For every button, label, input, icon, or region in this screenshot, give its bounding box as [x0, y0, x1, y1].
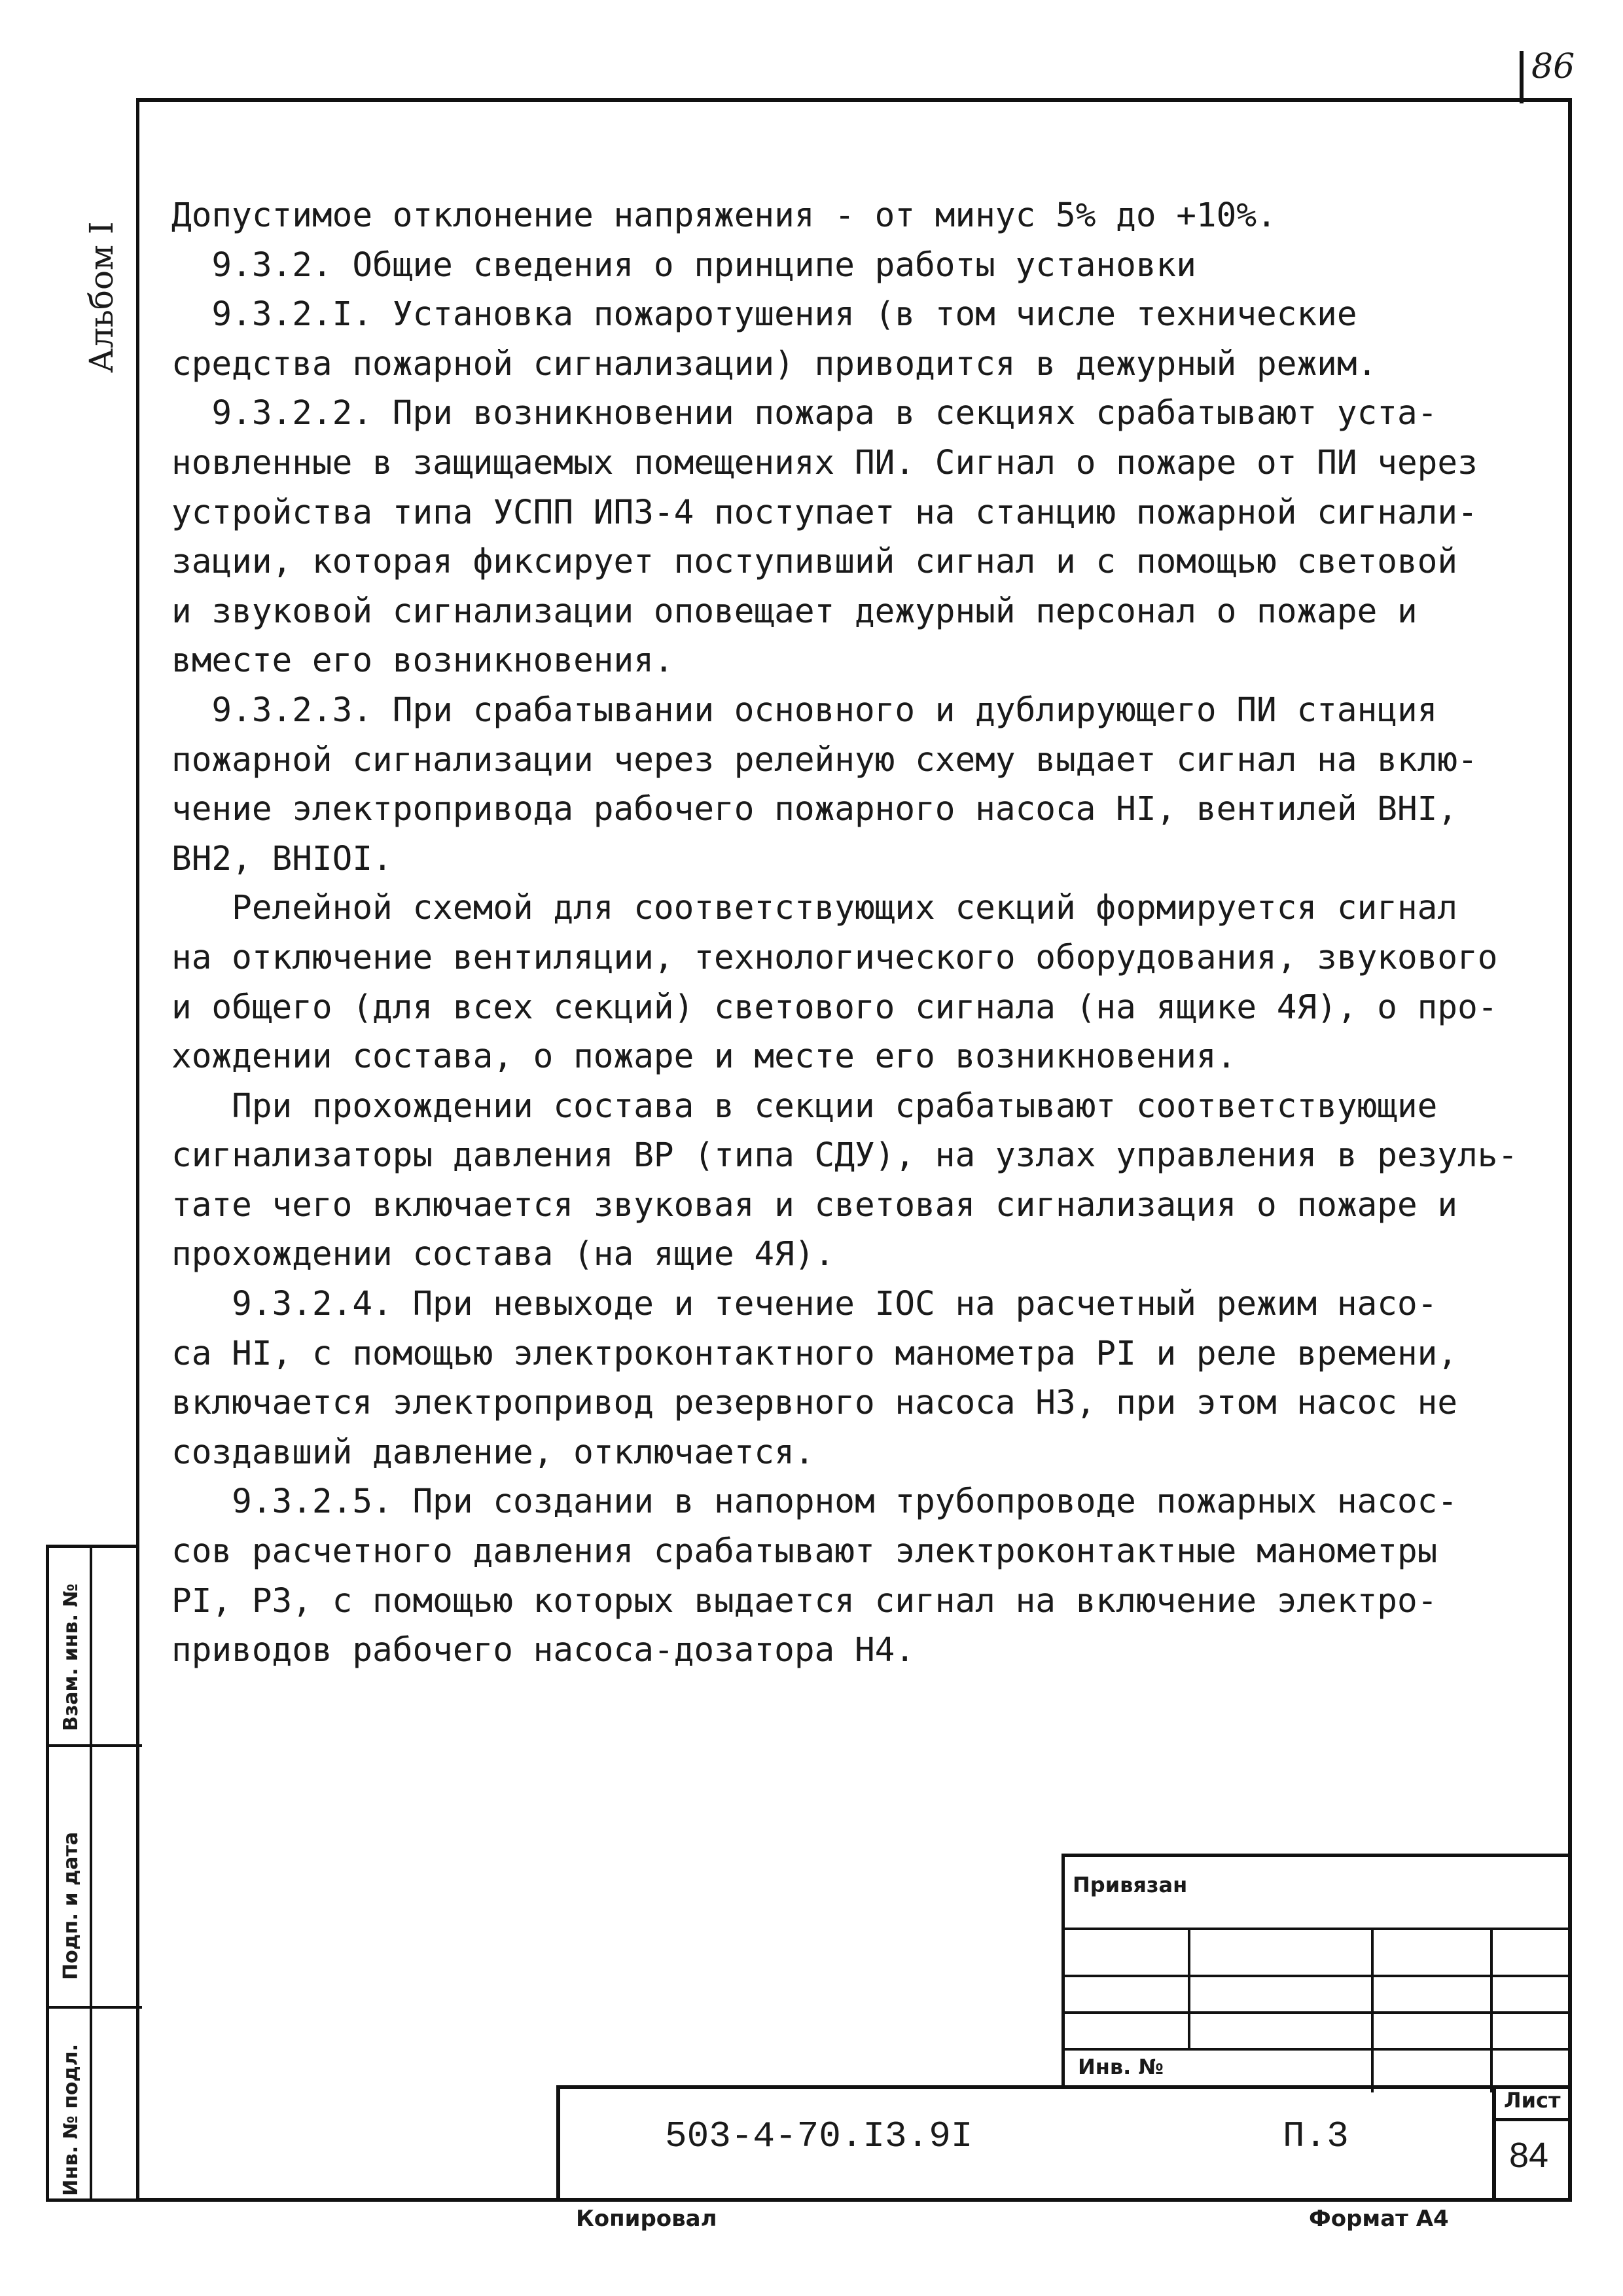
side-stamp-separator — [49, 1744, 142, 1747]
inv-podl-label: Инв. № подл. — [60, 2043, 82, 2196]
table-rule — [1065, 1928, 1572, 1930]
body-line: При прохождении состава в секции срабатывают соответствующие — [171, 1086, 1438, 1126]
body-line: Релейной схемой для соответствующих секций формируется сигнал — [171, 889, 1458, 928]
body-line: Допустимое отклонение напряжения - от минус 5% до +10%. — [171, 196, 1277, 235]
sheet-ref: П.3 — [1283, 2115, 1349, 2157]
sheet-box-rule — [1496, 2118, 1572, 2121]
side-stamp-divider — [90, 1548, 92, 2198]
body-line: и звуковой сигнализации оповещает дежурный персонал о пожаре и — [171, 592, 1418, 631]
side-stamp-separator — [49, 2006, 142, 2009]
body-line: 9.3.2. Общие сведения о принципе работы установки — [171, 245, 1196, 285]
body-line: 9.3.2.4. При невыходе и течение IOC на расчетный режим насо- — [171, 1285, 1438, 1324]
body-line: вместе его возникновения. — [171, 641, 674, 681]
body-line: 9.3.2.2. При возникновении пожара в секциях срабатывают уста- — [171, 394, 1438, 433]
body-line: средства пожарной сигнализации) приводится в дежурный режим. — [171, 344, 1378, 384]
copied-label: Копировал — [576, 2206, 717, 2232]
table-column-line — [1490, 1928, 1493, 2092]
body-line: новленные в защищаемых помещениях ПИ. Сигнал о пожаре от ПИ через — [171, 443, 1478, 482]
table-rule — [1065, 2011, 1572, 2014]
vzam-inv-label: Взам. инв. № — [60, 1583, 82, 1731]
body-line: устройства типа УСПП ИПЗ-4 поступает на станцию пожарной сигнали- — [171, 493, 1478, 532]
body-line: PI, Р3, с помощью которых выдается сигнал на включение электро- — [171, 1581, 1438, 1621]
body-line: зации, которая фиксирует поступивший сигнал и с помощью световой — [171, 543, 1458, 582]
corner-tick — [1520, 51, 1524, 103]
album-label — [77, 196, 130, 393]
side-stamp — [46, 1545, 139, 2202]
body-line: включается электропривод резервного насоса Н3, при этом насос не — [171, 1384, 1458, 1423]
body-line: прохождении состава (на ящие 4Я). — [171, 1235, 835, 1274]
body-line: создавший давление, отключается. — [171, 1433, 815, 1472]
table-column-line — [1371, 1928, 1374, 2092]
body-line: чение электропривода рабочего пожарного насоса НI, вентилей ВНI, — [171, 790, 1458, 829]
body-line: пожарной сигнализации через релейную схему выдает сигнал на вклю- — [171, 740, 1478, 780]
format-label: Формат А4 — [1309, 2206, 1449, 2232]
frame-top-border — [139, 98, 1572, 102]
body-line: тате чего включается звуковая и световая сигнализация о пожаре и — [171, 1185, 1458, 1225]
body-line: ВН2, ВНIOI. — [171, 839, 393, 878]
body-text — [171, 191, 1533, 1676]
body-line: са НI, с помощью электроконтактного манометра PI и реле времени, — [171, 1334, 1458, 1373]
sheet-label: Лист — [1504, 2088, 1561, 2113]
table-rule — [1065, 1975, 1572, 1977]
body-line: 9.3.2.3. При срабатывании основного и дублирующего ПИ станция — [171, 691, 1438, 730]
body-line: 9.3.2.I. Установка пожаротушения (в том числе технические — [171, 295, 1357, 334]
body-line: хождении состава, о пожаре и месте его возникновения. — [171, 1037, 1237, 1077]
podp-data-label: Подп. и дата — [60, 1831, 82, 1980]
body-line: на отключение вентиляции, технологического оборудования, звукового — [171, 938, 1498, 977]
table-column-line — [1188, 1928, 1190, 2048]
table-rule — [1065, 2048, 1572, 2051]
doc-code: 503-4-70.I3.9I — [665, 2115, 973, 2157]
body-line: сов расчетного давления срабатывают электроконтактные манометры — [171, 1532, 1438, 1571]
body-line: 9.3.2.5. При создании в напорном трубопроводе пожарных насос- — [171, 1482, 1458, 1522]
body-line: и общего (для всех секций) светового сигнала (на ящике 4Я), о про- — [171, 988, 1498, 1027]
album-label-text: Альбом I — [82, 221, 120, 373]
sheet-number: 84 — [1509, 2136, 1549, 2175]
inv-no-label: Инв. № — [1078, 2054, 1164, 2079]
page-number: 86 — [1531, 47, 1575, 86]
body-line: приводов рабочего насоса-дозатора Н4. — [171, 1631, 916, 1670]
body-line: сигнализаторы давления ВР (типа СДУ), на узлах управления в резуль- — [171, 1136, 1518, 1175]
binding-table — [1061, 1854, 1572, 2089]
privyazan-label: Привязан — [1073, 1873, 1188, 1897]
